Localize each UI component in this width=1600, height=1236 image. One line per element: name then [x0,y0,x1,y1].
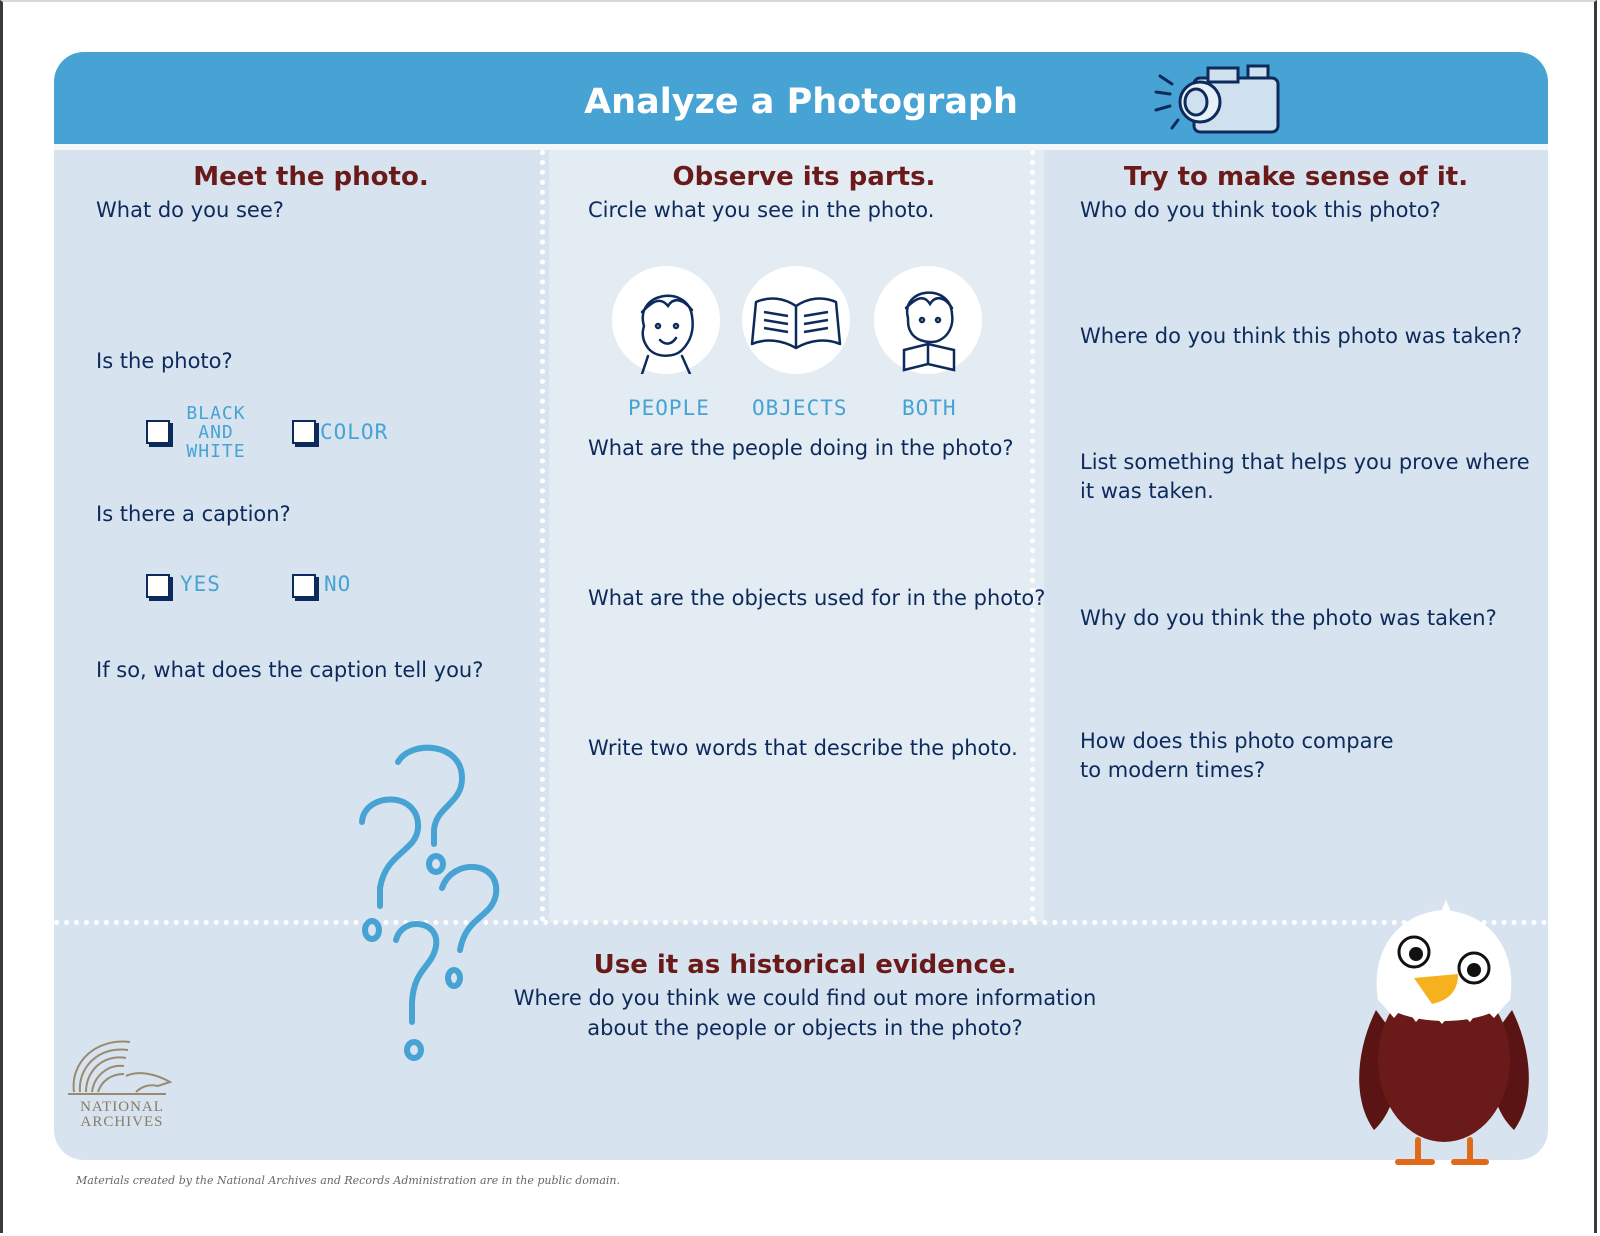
people-image[interactable] [612,266,720,374]
question-where-taken: Where do you think this photo was taken? [1080,324,1523,348]
question-compare-line2: to modern times? [1080,758,1266,782]
question-more-info-line2: about the people or objects in the photo? [587,1016,1023,1040]
national-archives-eagle-logo [66,1032,176,1100]
question-caption-tell: If so, what does the caption tell you? [96,658,484,682]
column-title-observe: Observe its parts. [672,162,936,192]
person-icon [612,266,720,374]
column-divider [540,150,545,922]
question-what-do-you-see: What do you see? [96,198,284,222]
option-black-and-white-label [176,404,256,461]
footer-note: Materials created by the National Archives and Records Administration are in the public domain. [76,1174,621,1187]
header-banner [54,52,1548,144]
logo-line1: NATIONAL [80,1099,164,1115]
question-compare-line1: How does this photo compare [1080,729,1394,753]
column-title-sense: Try to make sense of it. [1123,162,1469,192]
label-both: BOTH [902,396,957,420]
checkbox-black-and-white[interactable] [146,420,170,444]
objects-image[interactable] [742,266,850,374]
both-image[interactable] [874,266,982,374]
label-objects: OBJECTS [752,396,848,420]
section-divider [54,920,1548,925]
question-is-the-photo: Is the photo? [96,349,233,373]
eagle-mascot-illustration [1346,900,1542,1170]
question-prove-where-line2: it was taken. [1080,479,1214,503]
checkbox-no[interactable] [292,574,316,598]
page-title: Analyze a Photograph [584,82,1018,122]
option-no-label: NO [324,572,352,596]
checkbox-yes[interactable] [146,574,170,598]
label-people: PEOPLE [628,396,710,420]
question-caption: Is there a caption? [96,502,291,526]
camera-icon [1152,62,1292,142]
question-two-words: Write two words that describe the photo. [588,736,1018,760]
book-icon [742,266,850,374]
logo-line2: ARCHIVES [80,1114,164,1130]
question-objects-used: What are the objects used for in the photo? [588,586,1046,610]
national-archives-wordmark [72,1100,172,1130]
question-why-taken: Why do you think the photo was taken? [1080,606,1497,630]
column-title-meet: Meet the photo. [193,162,429,192]
option-bw-line1: BLACK [186,403,246,424]
option-bw-line3: WHITE [186,441,246,462]
section-title-evidence: Use it as historical evidence. [593,950,1017,980]
option-color-label: COLOR [320,420,389,444]
person-reading-icon [874,266,982,374]
column-divider [1030,150,1035,922]
option-yes-label: YES [180,572,221,596]
option-bw-line2: AND [198,422,234,443]
question-people-doing: What are the people doing in the photo? [588,436,1014,460]
question-circle: Circle what you see in the photo. [588,198,935,222]
checkbox-color[interactable] [292,420,316,444]
question-more-info-line1: Where do you think we could find out more information [513,986,1097,1010]
question-who-took: Who do you think took this photo? [1080,198,1441,222]
question-prove-where-line1: List something that helps you prove where [1080,450,1530,474]
